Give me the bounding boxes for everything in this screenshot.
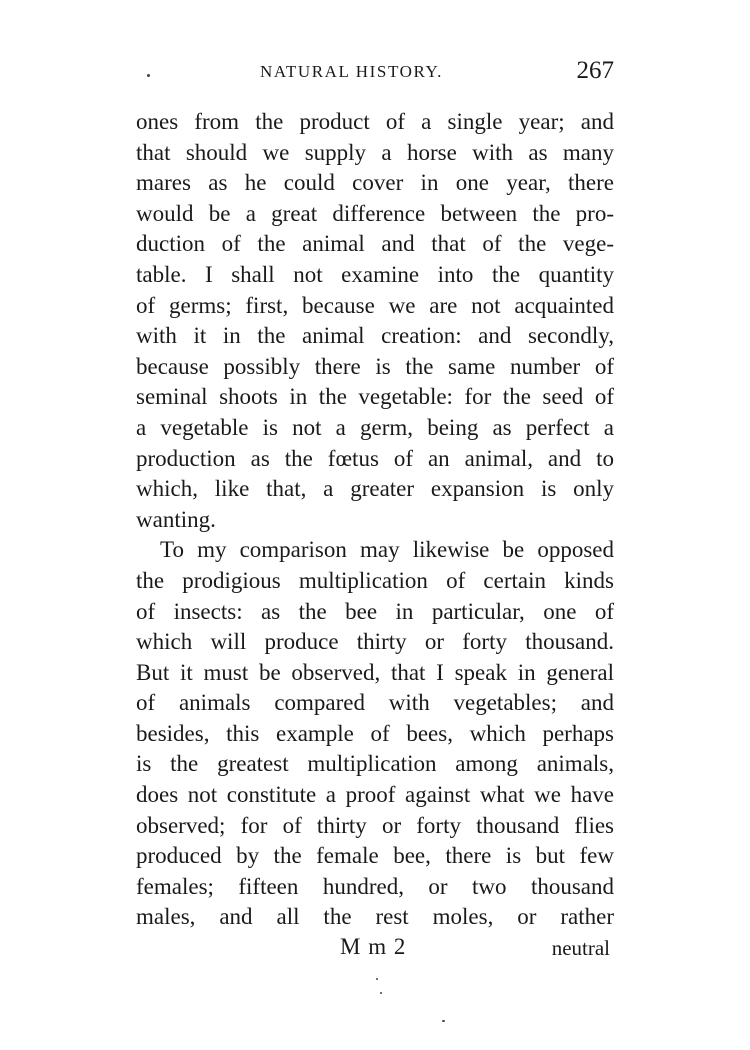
print-speck bbox=[147, 74, 150, 77]
text-line: does not constitute a proof against what we have bbox=[136, 782, 614, 808]
text-line: a vegetable is not a germ, being as perfect a bbox=[136, 414, 614, 440]
text-line: table. I shall not examine into the quantity bbox=[136, 261, 614, 287]
text-line: duction of the animal and that of the vege- bbox=[136, 231, 614, 257]
running-head bbox=[136, 57, 616, 92]
page-footer bbox=[136, 934, 614, 968]
text-line: ones from the product of a single year; and bbox=[136, 109, 614, 134]
text-line: besides, this example of bees, which perhaps bbox=[136, 720, 614, 746]
print-speck bbox=[380, 992, 382, 994]
text-line: observed; for of thirty or forty thousand flies bbox=[136, 812, 614, 838]
text-line: females; fifteen hundred, or two thousand bbox=[136, 873, 614, 899]
text-line: because possibly there is the same number of bbox=[136, 353, 614, 379]
print-speck bbox=[442, 1020, 445, 1022]
paragraph-1 bbox=[136, 107, 614, 535]
text-line: produced by the female bee, there is but few bbox=[136, 843, 614, 869]
text-line: production as the fœtus of an animal, and to bbox=[136, 445, 614, 471]
text-line: that should we supply a horse with as many bbox=[136, 139, 614, 165]
text-line: which, like that, a greater expansion is only bbox=[136, 476, 614, 502]
running-title: NATURAL HISTORY. bbox=[260, 62, 444, 81]
text-line: But it must be observed, that I speak in general bbox=[136, 659, 614, 685]
text-line: with it in the animal creation: and secondly, bbox=[136, 323, 614, 349]
text-line: would be a great difference between the pro- bbox=[136, 200, 614, 226]
text-line: the prodigious multiplication of certain kinds bbox=[136, 567, 614, 593]
text-line: of germs; first, because we are not acquainted bbox=[136, 292, 614, 318]
paragraph-2 bbox=[136, 535, 614, 933]
text-line: seminal shoots in the vegetable: for the seed of bbox=[136, 384, 614, 410]
text-line: mares as he could cover in one year, there bbox=[136, 170, 614, 196]
text-line: of animals compared with vegetables; and bbox=[136, 690, 614, 716]
page-number: 267 bbox=[576, 57, 614, 84]
text-line: To my comparison may likewise be opposed bbox=[160, 537, 614, 563]
text-line: which will produce thirty or forty thousand. bbox=[136, 629, 614, 655]
text-line: of insects: as the bee in particular, one of bbox=[136, 598, 614, 624]
signature-mark: M m 2 bbox=[340, 934, 407, 959]
text-line: wanting. bbox=[136, 506, 216, 532]
text-line: males, and all the rest moles, or rather bbox=[136, 904, 614, 930]
body-text bbox=[136, 107, 614, 933]
catchword: neutral bbox=[551, 936, 610, 960]
print-speck bbox=[376, 978, 378, 980]
text-line: is the greatest multiplication among animals, bbox=[136, 751, 614, 777]
